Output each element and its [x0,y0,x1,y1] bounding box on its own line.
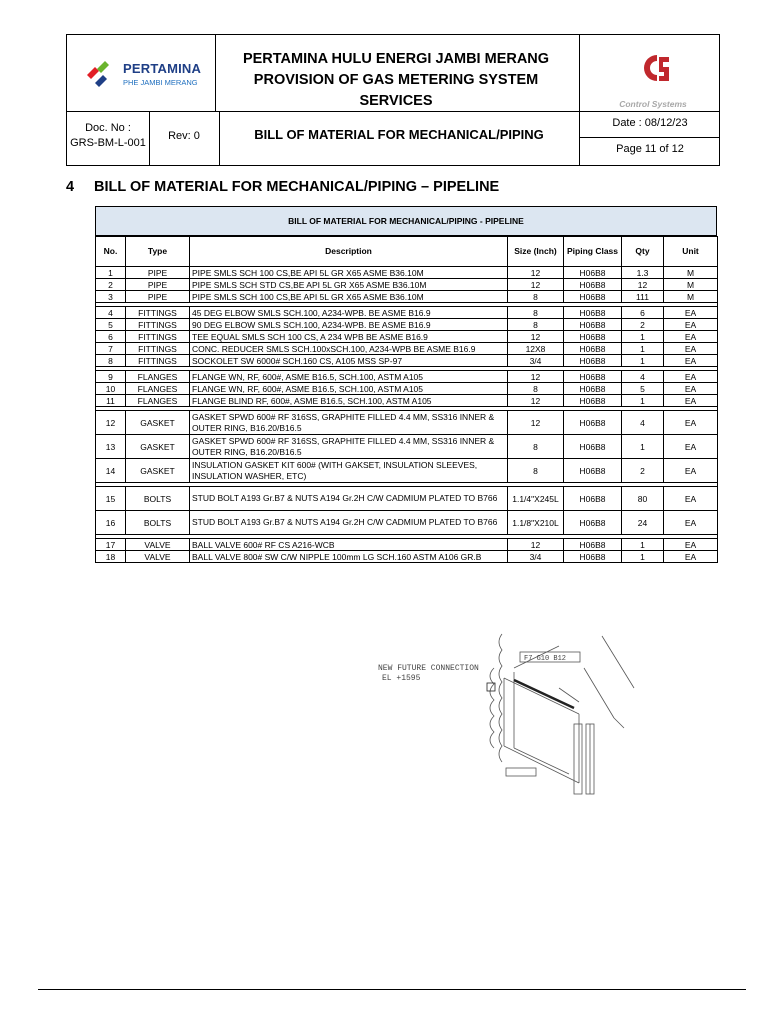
cell-no: 9 [96,371,126,383]
cell-size: 8 [508,307,564,319]
cell-qty: 4 [622,371,664,383]
cell-no: 6 [96,331,126,343]
table-row [96,371,718,383]
table-header-row [96,237,718,267]
cell-piping-class: H06B8 [564,383,622,395]
cell-piping-class: H06B8 [564,551,622,563]
table-row [96,435,718,459]
cell-qty: 1 [622,435,664,459]
cell-size: 12 [508,539,564,551]
cell-unit: EA [664,355,718,367]
company-logo-sub: PHE JAMBI MERANG [123,78,198,87]
cell-piping-class: H06B8 [564,539,622,551]
cell-piping-class: H06B8 [564,291,622,303]
footer-divider [38,989,746,990]
table-row [96,411,718,435]
table-row [96,267,718,279]
cell-no: 4 [96,307,126,319]
cell-unit: EA [664,331,718,343]
cell-piping-class: H06B8 [564,319,622,331]
section-title: BILL OF MATERIAL FOR MECHANICAL/PIPING – PIPELINE [94,179,500,195]
cell-qty: 4 [622,411,664,435]
cell-unit: EA [664,435,718,459]
cell-qty: 1.3 [622,267,664,279]
cell-qty: 12 [622,279,664,291]
cell-description: 90 DEG ELBOW SMLS SCH.100, A234-WPB. BE ASME B16.9 [190,319,508,331]
cell-no: 10 [96,383,126,395]
section-number: 4 [66,179,75,195]
cell-unit: M [664,279,718,291]
cell-qty: 1 [622,539,664,551]
cell-piping-class: H06B8 [564,511,622,535]
title-line: PERTAMINA HULU ENERGI JAMBI MERANG [242,51,550,67]
cell-unit: EA [664,371,718,383]
cell-type: GASKET [126,435,190,459]
cell-unit: M [664,291,718,303]
revision: Rev: 0 [168,130,200,142]
cell-type: VALVE [126,539,190,551]
cell-description: INSULATION GASKET KIT 600# (WITH GAKSET, INSULATION SLEEVES, INSULATION WASHER, ETC) [190,459,508,483]
cell-no: 7 [96,343,126,355]
cell-description: GASKET SPWD 600# RF 316SS, GRAPHITE FILLED 4.4 MM, SS316 INNER & OUTER RING, B16.20/B16.5 [190,435,508,459]
cell-size: 8 [508,319,564,331]
table-row [96,279,718,291]
table-row [96,355,718,367]
cell-qty: 1 [622,331,664,343]
cell-piping-class: H06B8 [564,355,622,367]
cell-unit: EA [664,411,718,435]
pertamina-logo [81,53,211,97]
pertamina-logo-icon [83,57,117,91]
cell-size: 12 [508,411,564,435]
cell-type: GASKET [126,411,190,435]
cell-no: 13 [96,435,126,459]
cell-qty: 5 [622,383,664,395]
cell-qty: 24 [622,511,664,535]
cell-size: 8 [508,383,564,395]
document-header [66,34,720,166]
cell-qty: 1 [622,395,664,407]
cell-piping-class: H06B8 [564,395,622,407]
cs-logo-icon [635,51,671,85]
cell-size: 8 [508,291,564,303]
cell-no: 16 [96,511,126,535]
page-number: Page 11 of 12 [616,143,684,155]
col-header-unit: Unit [664,237,718,267]
cell-no: 2 [96,279,126,291]
col-header-type: Type [126,237,190,267]
cell-type: PIPE [126,291,190,303]
title-line: PROVISION OF GAS METERING SYSTEM [253,72,539,88]
cell-size: 12 [508,395,564,407]
col-header-qty: Qty [622,237,664,267]
table-row [96,291,718,303]
drawing-tag: F7 G10 B12 [524,655,567,663]
table-row [96,551,718,563]
cell-no: 15 [96,487,126,511]
cell-description: PIPE SMLS SCH 100 CS,BE API 5L GR X65 ASME B36.10M [190,291,508,303]
cell-unit: EA [664,551,718,563]
control-systems-logo [593,49,713,109]
col-header-description: Description [190,237,508,267]
cell-type: FLANGES [126,395,190,407]
cell-description: BALL VALVE 600# RF CS A216-WCB [190,539,508,551]
cell-description: PIPE SMLS SCH STD CS,BE API 5L GR X65 ASME B36.10M [190,279,508,291]
cell-description: BALL VALVE 800# SW C/W NIPPLE 100mm LG SCH.160 ASTM A106 GR.B [190,551,508,563]
col-header-no: No. [96,237,126,267]
cell-description: TEE EQUAL SMLS SCH 100 CS, A 234 WPB BE ASME B16.9 [190,331,508,343]
title-line: SERVICES [359,93,433,109]
cell-piping-class: H06B8 [564,267,622,279]
bom-grid [95,236,718,563]
cell-type: FITTINGS [126,331,190,343]
cell-type: BOLTS [126,487,190,511]
cell-type: FITTINGS [126,319,190,331]
cell-qty: 1 [622,551,664,563]
table-row [96,343,718,355]
table-row [96,511,718,535]
cell-piping-class: H06B8 [564,343,622,355]
cell-qty: 2 [622,459,664,483]
cell-no: 1 [96,267,126,279]
cell-piping-class: H06B8 [564,459,622,483]
table-row [96,331,718,343]
cell-size: 12 [508,267,564,279]
piping-drawing [374,628,644,802]
cell-unit: M [664,267,718,279]
doc-no: GRS-BM-L-001 [70,137,146,149]
cell-no: 5 [96,319,126,331]
cell-type: VALVE [126,551,190,563]
cell-size: 3/4 [508,551,564,563]
cell-qty: 6 [622,307,664,319]
cell-qty: 1 [622,343,664,355]
cell-qty: 1 [622,355,664,367]
cell-qty: 2 [622,319,664,331]
cell-size: 12X8 [508,343,564,355]
cell-no: 18 [96,551,126,563]
cell-size: 8 [508,435,564,459]
drawing-note-line2: EL +1595 [382,674,421,683]
cell-piping-class: H06B8 [564,307,622,319]
cell-description: FLANGE WN, RF, 600#, ASME B16.5, SCH.100, ASTM A105 [190,383,508,395]
cell-description: FLANGE WN, RF, 600#, ASME B16.5, SCH.100, ASTM A105 [190,371,508,383]
section-heading [66,179,499,195]
cell-type: PIPE [126,267,190,279]
cell-piping-class: H06B8 [564,331,622,343]
cell-description: STUD BOLT A193 Gr.B7 & NUTS A194 Gr.2H C/W CADMIUM PLATED TO B766 [190,487,508,511]
divider [579,137,719,138]
cell-type: PIPE [126,279,190,291]
table-row [96,307,718,319]
table-body [96,267,718,563]
cell-unit: EA [664,539,718,551]
cell-qty: 111 [622,291,664,303]
vendor-logo-label: Control Systems [619,99,687,109]
cell-description: GASKET SPWD 600# RF 316SS, GRAPHITE FILLED 4.4 MM, SS316 INNER & OUTER RING, B16.20/B16.5 [190,411,508,435]
cell-piping-class: H06B8 [564,487,622,511]
cell-type: FITTINGS [126,355,190,367]
cell-piping-class: H06B8 [564,279,622,291]
cell-unit: EA [664,511,718,535]
col-header-size: Size (Inch) [508,237,564,267]
cell-type: FITTINGS [126,343,190,355]
cell-no: 8 [96,355,126,367]
table-caption: BILL OF MATERIAL FOR MECHANICAL/PIPING - PIPELINE [95,206,717,236]
cell-qty: 80 [622,487,664,511]
col-header-piping-class: Piping Class [564,237,622,267]
cell-type: GASKET [126,459,190,483]
cell-unit: EA [664,459,718,483]
cell-description: SOCKOLET SW 6000# SCH.160 CS, A105 MSS SP-97 [190,355,508,367]
cell-no: 12 [96,411,126,435]
drawing-note-line1: NEW FUTURE CONNECTION [378,664,479,673]
cell-size: 3/4 [508,355,564,367]
cell-unit: EA [664,383,718,395]
cell-size: 12 [508,279,564,291]
cell-no: 17 [96,539,126,551]
cell-unit: EA [664,343,718,355]
cell-size: 1.1/8"X210L [508,511,564,535]
doc-title: BILL OF MATERIAL FOR MECHANICAL/PIPING [254,127,544,142]
cell-description: PIPE SMLS SCH 100 CS,BE API 5L GR X65 ASME B36.10M [190,267,508,279]
isometric-drawing [374,628,644,802]
table-row [96,395,718,407]
cell-no: 14 [96,459,126,483]
cell-type: FLANGES [126,383,190,395]
doc-no-label: Doc. No : [85,122,131,134]
table-row [96,487,718,511]
company-logo-name: PERTAMINA [123,61,202,76]
table-row [96,539,718,551]
cell-size: 12 [508,331,564,343]
cell-description: 45 DEG ELBOW SMLS SCH.100, A234-WPB. BE ASME B16.9 [190,307,508,319]
cell-size: 1.1/4"X245L [508,487,564,511]
doc-number-block [67,121,149,151]
cell-piping-class: H06B8 [564,435,622,459]
cell-unit: EA [664,395,718,407]
cell-type: FITTINGS [126,307,190,319]
table-row [96,459,718,483]
table-row [96,319,718,331]
cell-unit: EA [664,307,718,319]
cell-unit: EA [664,319,718,331]
cell-unit: EA [664,487,718,511]
bom-table [95,206,717,563]
cell-type: FLANGES [126,371,190,383]
cell-no: 3 [96,291,126,303]
cell-piping-class: H06B8 [564,371,622,383]
cell-size: 8 [508,459,564,483]
table-row [96,383,718,395]
document-title [215,49,577,112]
date: Date : 08/12/23 [612,117,688,129]
cell-description: FLANGE BLIND RF, 600#, ASME B16.5, SCH.100, ASTM A105 [190,395,508,407]
cell-description: CONC. REDUCER SMLS SCH.100xSCH.100, A234-WPB BE ASME B16.9 [190,343,508,355]
cell-type: BOLTS [126,511,190,535]
cell-size: 12 [508,371,564,383]
cell-piping-class: H06B8 [564,411,622,435]
cell-description: STUD BOLT A193 Gr.B7 & NUTS A194 Gr.2H C/W CADMIUM PLATED TO B766 [190,511,508,535]
cell-no: 11 [96,395,126,407]
